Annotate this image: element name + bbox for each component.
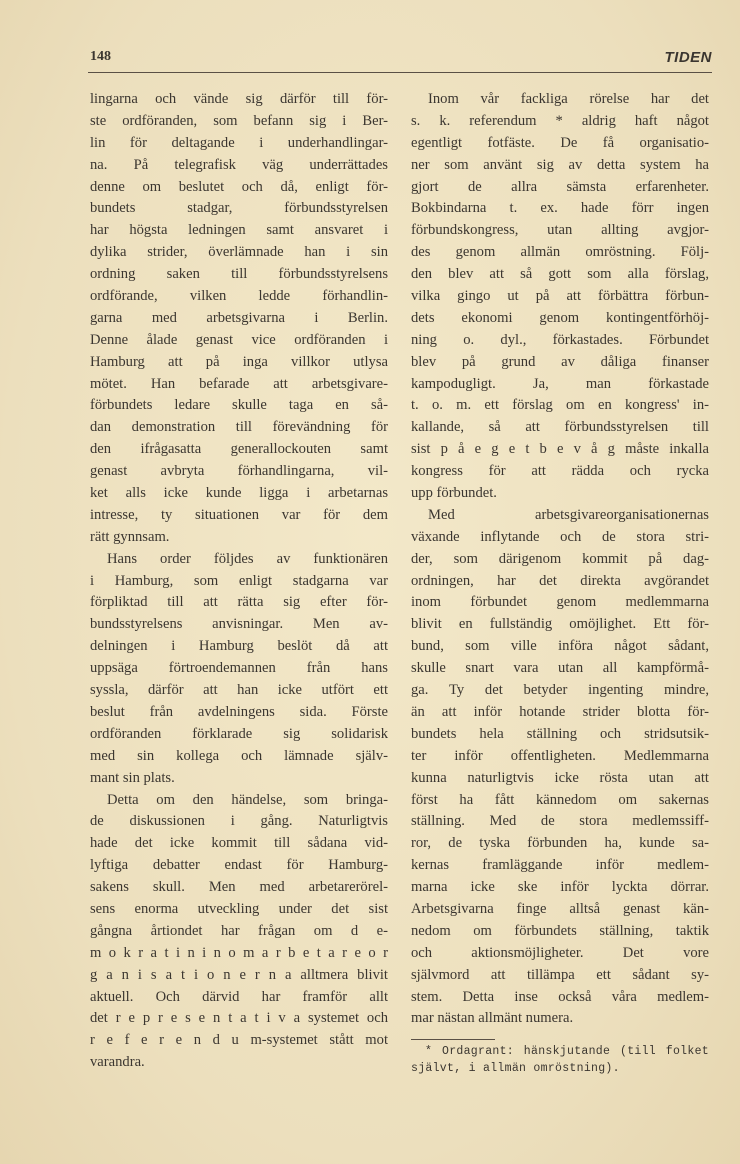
footnote-rule bbox=[411, 1039, 495, 1040]
text-line-content: varandra. bbox=[90, 1054, 145, 1071]
text-line bbox=[411, 1044, 709, 1061]
text-line-content: växande inflytande och de stora stri- bbox=[411, 528, 709, 545]
text-line bbox=[411, 439, 709, 461]
text-line-content: egentligt fotfäste. De få organisatio- bbox=[411, 134, 709, 151]
right-column bbox=[411, 89, 709, 1030]
text-line bbox=[411, 746, 709, 768]
text-line-content: t. o. m. ett förslag om en kongress' in- bbox=[411, 397, 709, 414]
text-line bbox=[90, 571, 388, 593]
text-line bbox=[411, 505, 709, 527]
text-line bbox=[411, 264, 709, 286]
text-line bbox=[90, 746, 388, 768]
text-line-content: gångna årtiondet har frågan om d e- bbox=[90, 922, 388, 939]
text-line-content: syssla, därför att han icke utfört ett bbox=[90, 682, 388, 699]
text-line-content: delningen i Hamburg beslöt då att bbox=[90, 638, 388, 655]
text-line-content: sist p å e g e t b e v å g måste inkalla bbox=[411, 441, 709, 458]
text-line-content: dets ekonomi genom kontingentförhöj- bbox=[411, 309, 709, 326]
text-line-content: Detta om den händelse, som bringa- bbox=[107, 791, 388, 808]
text-line-content: de diskussionen i gång. Naturligtvis bbox=[90, 813, 388, 830]
text-line-content: bundets stadgar, förbundsstyrelsen bbox=[90, 200, 388, 217]
text-line bbox=[411, 724, 709, 746]
text-line-content: Arbetsgivarna finge alltså genast kän- bbox=[411, 900, 709, 917]
text-line bbox=[411, 658, 709, 680]
text-line-content: stem. Detta inse också våra medlem- bbox=[411, 988, 709, 1005]
text-line-content: blivit en fullständig omöjlighet. Ett för- bbox=[411, 616, 709, 633]
text-line-content: mötet. Han befarade att arbetsgivare- bbox=[90, 375, 388, 392]
text-line bbox=[90, 680, 388, 702]
text-line bbox=[90, 724, 388, 746]
text-line-content: ställning. Med de stora medlemssiff- bbox=[411, 813, 709, 830]
text-line bbox=[90, 943, 388, 965]
text-line bbox=[90, 527, 388, 549]
paragraph bbox=[411, 89, 709, 505]
text-line bbox=[411, 636, 709, 658]
text-line bbox=[90, 286, 388, 308]
text-line bbox=[90, 89, 388, 111]
text-line-content: den ifrågasatta generallockouten samt bbox=[90, 441, 388, 458]
text-line-content: förpliktad till att rätta sig efter för- bbox=[90, 594, 388, 611]
text-line-content: hade det icke kommit till sådana vid- bbox=[90, 835, 388, 852]
text-line-content: med sin kollega och lämnade själv- bbox=[90, 747, 388, 764]
text-line bbox=[90, 308, 388, 330]
text-line bbox=[90, 877, 388, 899]
text-line bbox=[411, 133, 709, 155]
text-line bbox=[411, 374, 709, 396]
text-line bbox=[411, 177, 709, 199]
text-line bbox=[411, 1008, 709, 1030]
text-line bbox=[90, 549, 388, 571]
text-line bbox=[411, 965, 709, 987]
text-line bbox=[411, 855, 709, 877]
text-line bbox=[90, 965, 388, 987]
text-line-content: lingarna och vände sig därför till för- bbox=[90, 91, 388, 107]
paragraph bbox=[411, 1044, 709, 1077]
text-line bbox=[90, 899, 388, 921]
text-line bbox=[411, 395, 709, 417]
paragraph bbox=[90, 89, 388, 549]
text-line-content: m o k r a t i n i n o m a r b e t a r e o r bbox=[90, 944, 388, 961]
text-line-content: förbundskongress, utan allting avgjor- bbox=[411, 222, 709, 239]
left-column bbox=[90, 89, 388, 1074]
text-line bbox=[411, 417, 709, 439]
text-line-content: kallande, så att förbundsstyrelsen till bbox=[411, 419, 709, 436]
text-line bbox=[90, 242, 388, 264]
text-line bbox=[90, 155, 388, 177]
text-line bbox=[90, 702, 388, 724]
paragraph bbox=[90, 790, 388, 1075]
text-line-content: inom förbundet genom medlemmarna bbox=[411, 594, 709, 611]
text-line-content: gjort de allra sämsta erfarenheter. bbox=[411, 178, 709, 195]
header-rule bbox=[88, 72, 712, 73]
text-line bbox=[411, 614, 709, 636]
text-line bbox=[90, 330, 388, 352]
text-line bbox=[90, 987, 388, 1009]
text-line-content: har högsta ledningen samt ansvaret i bbox=[90, 222, 388, 239]
text-line-content: vilka gingo ut på att förbättra förbun- bbox=[411, 288, 709, 305]
text-line bbox=[411, 680, 709, 702]
text-line bbox=[90, 395, 388, 417]
text-line bbox=[90, 855, 388, 877]
text-line-content: bund, som ville införa något sådant, bbox=[411, 638, 709, 655]
text-line-content: ning o. dyl., förkastades. Förbundet bbox=[411, 331, 709, 348]
text-line bbox=[411, 592, 709, 614]
text-line-content: ga. Ty det betyder ingenting mindre, bbox=[411, 682, 709, 699]
text-line bbox=[411, 242, 709, 264]
text-line bbox=[411, 198, 709, 220]
running-title: TIDEN bbox=[664, 49, 712, 66]
text-line-content: blev på grund av dåliga finanser bbox=[411, 353, 709, 370]
text-line-content: Hans order följdes av funktionären bbox=[107, 550, 388, 567]
text-line bbox=[411, 790, 709, 812]
text-line-content: Inom vår fackliga rörelse har det bbox=[428, 91, 709, 107]
text-line bbox=[411, 549, 709, 571]
text-line bbox=[411, 943, 709, 965]
text-line bbox=[411, 1061, 709, 1078]
text-line bbox=[411, 877, 709, 899]
text-line-content: ordningen, har det direkta avgörandet bbox=[411, 572, 709, 589]
text-line-content: och aktionsmöjligheter. Det vore bbox=[411, 944, 709, 961]
text-line-content: Bokbindarna t. ex. hade förr ingen bbox=[411, 200, 709, 217]
text-line bbox=[411, 220, 709, 242]
text-line bbox=[90, 1052, 388, 1074]
text-line-content: r e f e r e n d u m-systemet stått mot bbox=[90, 1032, 388, 1049]
text-line-content: rätt gynnsam. bbox=[90, 528, 170, 545]
text-line-content: kongress för att rädda och rycka bbox=[411, 463, 709, 480]
text-line bbox=[90, 133, 388, 155]
text-line-content: ordförande, vilken ledde förhandlin- bbox=[90, 288, 388, 305]
text-line bbox=[90, 833, 388, 855]
text-line-content: i Hamburg, som enligt stadgarna var bbox=[90, 572, 388, 589]
text-line-content: ter inför offentligheten. Medlemmarna bbox=[411, 747, 709, 764]
text-line bbox=[90, 220, 388, 242]
text-line-content: uppsäga förtroendemannen från hans bbox=[90, 660, 388, 677]
text-line bbox=[90, 483, 388, 505]
text-line-content: kernas framläggande inför medlem- bbox=[411, 857, 709, 874]
text-line-content: den blev att så gott som alla förslag, bbox=[411, 266, 709, 283]
text-line-content: * Ordagrant: hänskjutande (till folket bbox=[425, 1045, 709, 1058]
text-line-content: g a n i s a t i o n e r n a alltmera blivit bbox=[90, 966, 388, 983]
text-line bbox=[90, 592, 388, 614]
text-line bbox=[411, 330, 709, 352]
text-line-content: beslut från avdelningens sida. Förste bbox=[90, 703, 388, 720]
page-number: 148 bbox=[90, 49, 111, 64]
text-line-content: garna med arbetsgivarna i Berlin. bbox=[90, 309, 388, 326]
text-line bbox=[90, 111, 388, 133]
text-line bbox=[90, 811, 388, 833]
text-line bbox=[411, 987, 709, 1009]
text-line bbox=[90, 417, 388, 439]
text-line bbox=[90, 790, 388, 812]
text-line bbox=[90, 374, 388, 396]
text-line-content: det r e p r e s e n t a t i v a systemet och bbox=[90, 1010, 388, 1027]
text-line-content: kunna naturligtvis icke rösta utan att bbox=[411, 769, 709, 786]
text-line-content: ordföranden förklarade sig solidarisk bbox=[90, 725, 388, 742]
text-line bbox=[90, 1030, 388, 1052]
text-line bbox=[411, 461, 709, 483]
text-line-content: genast avbryta förhandlingarna, vil- bbox=[90, 463, 388, 480]
text-line-content: mar nästan allmänt numera. bbox=[411, 1010, 574, 1027]
paragraph bbox=[411, 505, 709, 1030]
text-line bbox=[411, 89, 709, 111]
text-line bbox=[411, 833, 709, 855]
footnote bbox=[411, 1044, 709, 1077]
text-line-content: denne om beslutet och då, enligt för- bbox=[90, 178, 388, 195]
text-line bbox=[411, 527, 709, 549]
text-line-content: aktuell. Och därvid har framför allt bbox=[90, 988, 388, 1005]
text-line bbox=[90, 177, 388, 199]
text-line bbox=[90, 198, 388, 220]
text-line-content: förbundets ledare skulle taga en så- bbox=[90, 397, 388, 414]
text-line-content: lin för deltagande i underhandlingar- bbox=[90, 134, 388, 151]
text-line-content: sens enorma utveckling under det sist bbox=[90, 900, 388, 917]
text-line-content: än att inför hotande strider blotta för- bbox=[411, 703, 709, 720]
text-line bbox=[411, 111, 709, 133]
text-line bbox=[90, 1008, 388, 1030]
text-line bbox=[90, 768, 388, 790]
text-line-content: marna icke ske inför lyckta dörrar. bbox=[411, 879, 709, 896]
text-line-content: ket alls icke kunde ligga i arbetarnas bbox=[90, 485, 388, 502]
text-line bbox=[411, 286, 709, 308]
text-line-content: kampodugligt. Ja, man förkastade bbox=[411, 375, 709, 392]
text-line-content: Hamburg att på inga villkor utlysa bbox=[90, 353, 388, 370]
text-line bbox=[90, 921, 388, 943]
text-line bbox=[411, 571, 709, 593]
text-line-content: bundets hela ställning och stridsutsik- bbox=[411, 725, 709, 742]
text-line-content: der, som därigenom kommit på dag- bbox=[411, 550, 709, 567]
text-line bbox=[90, 461, 388, 483]
text-line bbox=[90, 505, 388, 527]
text-line-content: mant sin plats. bbox=[90, 769, 175, 786]
text-line bbox=[90, 658, 388, 680]
text-line bbox=[411, 352, 709, 374]
text-line-content: först ha fått kännedom om sakernas bbox=[411, 791, 709, 808]
text-line-content: lyftiga debatter endast för Hamburg- bbox=[90, 857, 388, 874]
text-line bbox=[90, 636, 388, 658]
text-line-content: nedom om förbundets ställning, taktik bbox=[411, 922, 709, 939]
text-line-content: sakens skull. Men med arbetarerörel- bbox=[90, 879, 388, 896]
text-line bbox=[411, 308, 709, 330]
text-line-content: bundsstyrelsens anvisningar. Men av- bbox=[90, 616, 388, 633]
text-line bbox=[411, 899, 709, 921]
text-line bbox=[411, 483, 709, 505]
text-line bbox=[411, 768, 709, 790]
text-line-content: intresse, ty situationen var för dem bbox=[90, 506, 388, 523]
text-line bbox=[411, 921, 709, 943]
text-line-content: ner som använt sig av detta system ha bbox=[411, 156, 709, 173]
text-line bbox=[90, 352, 388, 374]
text-line bbox=[90, 264, 388, 286]
text-line-content: na. På telegrafisk väg underrättades bbox=[90, 156, 388, 173]
text-line-content: självmord att tillämpa ett sådant sy- bbox=[411, 966, 709, 983]
text-line bbox=[411, 155, 709, 177]
text-line-content: Denne ålade genast vice ordföranden i bbox=[90, 331, 388, 348]
text-line-content: upp förbundet. bbox=[411, 485, 497, 502]
text-line-content: dan demonstration till förevändning för bbox=[90, 419, 388, 436]
text-line-content: s. k. referendum * aldrig haft något bbox=[411, 112, 709, 129]
text-line-content: dylika strider, överlämnade han i sin bbox=[90, 244, 388, 261]
text-line-content: skulle snart vara utan all kampförmå- bbox=[411, 660, 709, 677]
text-line-content: des genom allmän omröstning. Följ- bbox=[411, 244, 709, 261]
text-line bbox=[411, 811, 709, 833]
text-line-content: Med arbetsgivareorganisationernas bbox=[428, 506, 709, 523]
text-line-content: ste ordföranden, som befann sig i Ber- bbox=[90, 112, 388, 129]
paragraph bbox=[90, 549, 388, 790]
text-line-content: ordning saken till förbundsstyrelsens bbox=[90, 266, 388, 283]
text-line-content: självt, i allmän omröstning). bbox=[411, 1061, 620, 1075]
text-line-content: ror, de tyska förbunden ha, kunde sa- bbox=[411, 835, 709, 852]
text-line bbox=[90, 439, 388, 461]
text-line bbox=[411, 702, 709, 724]
text-line bbox=[90, 614, 388, 636]
